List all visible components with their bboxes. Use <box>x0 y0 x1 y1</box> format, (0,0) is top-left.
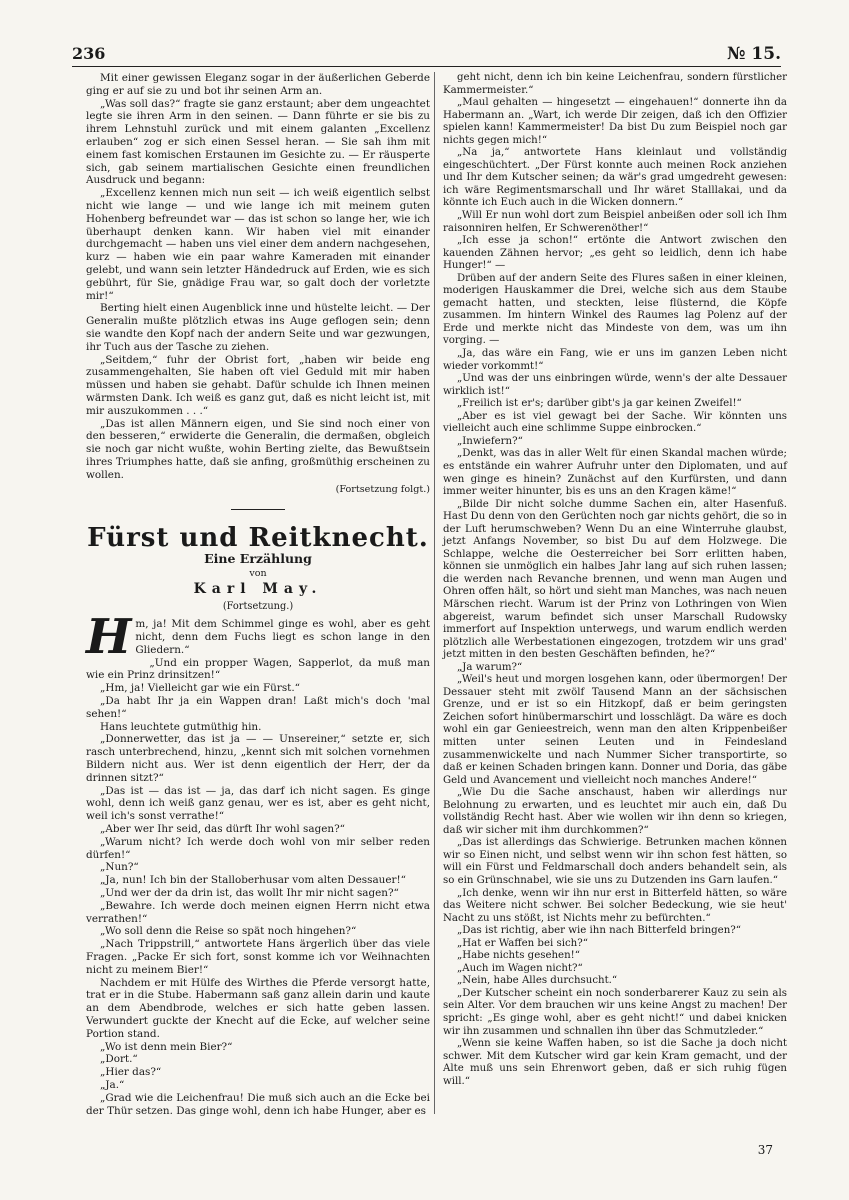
paragraph: „Dort.“ <box>100 1053 138 1066</box>
continuation-note: (Fortsetzung folgt.) <box>335 483 430 495</box>
paragraph: „Maul gehalten — hingesetzt — eingehauen!“ donnerte ihn da Habermann an. „Wart, ich werde Dir zeigen, daß ich den Offizier spielen kann! Kammermeister! Da bist Du zum Beispiel noch gar nichts gegen mich!“ <box>443 97 787 146</box>
paragraph: „Das ist allerdings das Schwierige. Betrunken machen können wir so Einen nicht, und selbst wenn wir ihn schon fest hätten, so will ein Fürst und Feldmarschall doch anders behandelt sein, als so ein Grünschnabel, wie sie uns zu Dutzenden ins Garn laufen.“ <box>443 837 787 886</box>
paragraph: „Wo soll denn die Reise so spät noch hingehen?“ <box>100 925 357 938</box>
paragraph: Nachdem er mit Hülfe des Wirthes die Pferde versorgt hatte, trat er in die Stube. Habermann saß ganz allein darin und kaute an dem Abendbrode, welches er sich hatte geben lassen. Verwundert guckte der Knecht auf die Ecke, auf welcher seine Portion stand. <box>86 976 430 1040</box>
paragraph: „Das ist — das ist — ja, das darf ich nicht sagen. Es ginge wohl, denn ich weiß ganz genau, wer es ist, aber es geht nicht, weil ich's sonst verrathe!“ <box>86 784 430 823</box>
story-author: Karl May. <box>193 580 323 597</box>
paragraph: „Und was der uns einbringen würde, wenn's der alte Dessauer wirklich ist!“ <box>443 373 787 397</box>
right-column-story-text <box>443 72 787 1088</box>
paragraph: „Nach Trippstrill,“ antwortete Hans ärgerlich über das viele Fragen. „Packe Er sich fort, sonst komme ich vor Weihnachten nicht zu meinem Bier!“ <box>86 938 430 976</box>
paragraph: „Das ist richtig, aber wie ihn nach Bitterfeld bringen?“ <box>457 925 741 937</box>
paragraph: „Bewahre. Ich werde doch meinen eignen Herrn nicht etwa verrathen!“ <box>86 899 430 925</box>
paragraph: „Freilich ist er's; darüber gibt's ja gar keinen Zweifel!“ <box>457 398 742 410</box>
paragraph: „Ja, nun! Ich bin der Stalloberhusar vom alten Dessauer!“ <box>100 874 406 887</box>
paragraph: „Grad wie die Leichenfrau! Die muß sich auch an die Ecke bei der Thür setzen. Das ginge wohl, denn ich habe Hunger, aber es <box>86 1091 430 1117</box>
column-divider <box>434 72 435 1114</box>
paragraph: „Ich denke, wenn wir ihn nur erst in Bitterfeld hätten, so wäre das Weitere nicht schwer. Bei solcher Bedeckung, wie sie heut' Nacht zu uns stößt, ist Nichts mehr zu befürchten.“ <box>443 887 787 924</box>
paragraph: „Wenn sie keine Waffen haben, so ist die Sache ja doch nicht schwer. Mit dem Kutscher wird gar kein Kram gemacht, und der Alte muß uns sein Ehrenwort geben, daß er sich ruhig fügen will.“ <box>443 1038 787 1087</box>
paragraph: „Ich esse ja schon!“ ertönte die Antwort zwischen den kauenden Zähnen hervor; „es geht so leidlich, denn ich habe Hunger!“ — <box>443 235 787 272</box>
story-von: von <box>249 567 267 579</box>
paragraph: „Seitdem,“ fuhr der Obrist fort, „haben wir beide eng zusammengehalten, Sie haben oft viel Geduld mit mir haben müssen und haben sie gehabt. Dafür schulde ich Ihnen meinen wärmsten Dank. Ich weiß es ganz gut, daß es nicht leicht ist, mit mir auszukommen . . .“ <box>86 353 430 417</box>
paragraph: „Und ein propper Wagen, Sapperlot, da muß man wie ein Prinz drinsitzen!“ <box>86 656 430 682</box>
paragraph: „Was soll das?“ fragte sie ganz erstaunt; aber dem ungeachtet legte sie ihren Arm in den seinen. — Dann führte er sie bis zu ihrem Lehnstuhl zurück und mit einem galanten „Excellenz erlauben“ zog er sich einen Sessel heran. — Sie sah ihm mit einem fast komischen Erstaunen im Gesichte zu. — Er räusperte sich, gab seinem martialischen Gesichte einen freundlichen Ausdruck und begann: <box>86 97 430 187</box>
paragraph: „Aber es ist viel gewagt bei der Sache. Wir könnten uns vielleicht auch eine schlimme Suppe einbrocken.“ <box>443 410 787 435</box>
paragraph: „Ja, das wäre ein Fang, wie er uns im ganzen Leben nicht wieder vorkommt!“ <box>443 348 787 372</box>
page-header <box>72 44 781 67</box>
paragraph: „Denkt, was das in aller Welt für einen Skandal machen würde; es entstände ein wahrer Aufruhr unter den Diplomaten, und auf wen ginge es hinein? Zunächst auf den Kurfürsten, und dann immer weiter hinunter, bis es uns an den Kragen käme!“ <box>443 448 787 498</box>
drop-cap: H <box>86 609 132 666</box>
paragraph: „Excellenz kennen mich nun seit — ich weiß eigentlich selbst nicht wie lange — und wie lange ich mit meinem guten Hohenberg befreundet war — das ist schon so lange her, wie ich überhaupt denken kann. Wir haben viel mit einander durchgemacht — haben uns viel einer dem andern nachgesehen, kurz — haben wie ein paar wahre Kameraden mit einander gelebt, und wann sein letzter Händedruck auf Erden, wie es sich gebührt, für Sie, gnädige Frau war, so galt doch der vorletzte mir!“ <box>86 187 430 302</box>
paragraph: „Nein, habe Alles durchsucht.“ <box>457 975 618 987</box>
paragraph: „Inwiefern?“ <box>457 435 523 447</box>
section-separator <box>231 509 285 510</box>
story-first-paragraph <box>86 609 430 666</box>
paragraph: Mit einer gewissen Eleganz sogar in der äußerlichen Geberde ging er auf sie zu und bot ihr seinen Arm an. <box>86 72 430 97</box>
paragraph: „Warum nicht? Ich werde doch wohl von mir selber reden dürfen!“ <box>86 835 430 861</box>
paragraph: „Das ist allen Männern eigen, und Sie sind noch einer von den besseren,“ erwiderte die Generalin, die dermaßen, obgleich sie noch gar nicht wußte, wohin Berting zielte, das Bewußtsein ihres Triumphes hatte, daß sie anfing, großmüthig erscheinen zu wollen. <box>86 417 430 481</box>
paragraph: „Hier das?“ <box>100 1066 162 1079</box>
left-column <box>86 72 430 1117</box>
paragraph: geht nicht, denn ich bin keine Leichenfrau, sondern fürstlicher Kammermeister.“ <box>443 72 787 96</box>
header-issue-number: № 15. <box>727 44 781 64</box>
paragraph: „Na ja,“ antwortete Hans kleinlaut und vollständig eingeschüchtert. „Der Fürst konnte auch meinen Rock anziehen und Ihr dem Kutscher seinen; da wär's grad umgedreht gewesen: ich wäre Regimentsmarschall und Ihr wäret Stalllakai, und da könnte ich Euch auch in die Wicken donnern.“ <box>443 147 787 209</box>
paragraph: „Hm, ja! Vielleicht gar wie ein Fürst.“ <box>100 682 300 695</box>
paragraph: „Bilde Dir nicht solche dumme Sachen ein, alter Hasenfuß. Hast Du denn von den Gerüchten noch gar nichts gehört, die so in der Luft herumschweben? Wenn Du an eine Winterruhe glaubst, jetzt Anfangs November, so bist Du auf dem Holzwege. Die Schlappe, welche die Oesterreicher bei Sorr erlitten haben, können sie unmöglich ein halbes Jahr lang auf sich ruhen lassen; die werden nach Revanche brennen, und wenn man Augen und Ohren offen hält, so hört und sieht man Manches, was nach neuen Märschen riecht. Warum ist der Prinz von Lothringen von Wien abgereist, warum befindet sich unser Marschall Rudowsky immerfort auf Inspektion unterwegs, und warum endlich werden plötzlich alle Werbestationen eingezogen, trotzdem wir uns grad' jetzt mitten in den besten Geschäften befinden, he?“ <box>443 498 787 661</box>
paragraph: Berting hielt einen Augenblick inne und hüstelte leicht. — Der Generalin mußte plötzlich etwas ins Auge geflogen sein; denn sie wandte den Kopf nach der andern Seite und war gezwungen, ihr Tuch aus der Tasche zu ziehen. <box>86 302 430 353</box>
story-subtitle: Eine Erzählung <box>204 551 312 567</box>
paragraph: „Wo ist denn mein Bier?“ <box>100 1040 233 1053</box>
paragraph: „Ja warum?“ <box>457 661 523 673</box>
first-paragraph-text: m, ja! Mit dem Schimmel ginge es wohl, aber es geht nicht, denn dem Fuchs liegt es schon lange in den Gliedern.“ <box>135 618 430 656</box>
paragraph: „Hat er Waffen bei sich?“ <box>457 937 588 949</box>
paragraph: „Aber wer Ihr seid, das dürft Ihr wohl sagen?“ <box>100 823 345 836</box>
paragraph: „Weil's heut und morgen losgehen kann, oder übermorgen! Der Dessauer steht mit zwölf Tausend Mann an der sächsischen Grenze, und er ist so ein Hitzkopf, daß er beim geringsten Zeichen sofort hinübermarschirt und losschlägt. Da wäre es doch wohl ein gar Genieestreich, wenn man den alten Krippenbeißer mitten unter seinen Leuten und in Feindesland zusammenwickelte und nach Nummer Sicher transportirte, so daß er keinen Schaden bringen kann. Donner und Doria, das gäbe Geld und Avancement und vielleicht noch manches Andere!“ <box>443 674 787 786</box>
paragraph: „Wie Du die Sache anschaust, haben wir allerdings nur Belohnung zu erwarten, und es leuchtet mir auch ein, daß Du vollständig Recht hast. Aber wie wollen wir ihn denn so kriegen, daß wir sicher mit ihm durchkommen?“ <box>443 787 787 836</box>
paragraph: „Nun?“ <box>100 861 139 874</box>
paragraph: „Da habt Ihr ja ein Wappen dran! Laßt mich's doch 'mal sehen!“ <box>86 695 430 720</box>
paragraph: Drüben auf der andern Seite des Flures saßen in einer kleinen, moderigen Hauskammer die Drei, welche sich aus dem Staube gemacht hatten, und steckten, leise flüsternd, die Köpfe zusammen. Im hintern Winkel des Raumes lag Polenz auf der Erde und merkte nicht das Mindeste von dem, was um ihn vorging. — <box>443 272 787 347</box>
left-column-serial-text <box>86 72 430 482</box>
paragraph: „Der Kutscher scheint ein noch sonderbarerer Kauz zu sein als sein Alter. Vor dem brauchen wir uns keine Angst zu machen! Der spricht: „Es ginge wohl, aber es geht nicht!“ und dabei knicken wir ihn zusammen und schnallen ihn über das Schmutzleder.“ <box>443 987 787 1037</box>
footer-page-number: 37 <box>757 1143 773 1157</box>
left-column-story-text <box>86 657 430 1118</box>
paragraph: „Donnerwetter, das ist ja — — Unsereiner,“ setzte er, sich rasch unterbrechend, hinzu, „kennt sich mit solchen vornehmen Bildern nicht aus. Wer ist denn eigentlich der Herr, der da drinnen sitzt?“ <box>86 733 430 784</box>
story-title: Fürst und Reitknecht. <box>87 523 429 554</box>
paragraph: „Auch im Wagen nicht?“ <box>457 962 583 974</box>
paragraph: „Ja.“ <box>100 1078 125 1091</box>
paragraph: „Und wer der da drin ist, das wollt Ihr mir nicht sagen?“ <box>100 887 399 900</box>
header-page-number: 236 <box>72 44 106 63</box>
right-column <box>443 72 787 1088</box>
paragraph: „Will Er nun wohl dort zum Beispiel anbeißen oder soll ich Ihm raisonniren helfen, Er Schwerenöther!“ <box>443 210 787 234</box>
paragraph: „Habe nichts gesehen!“ <box>457 950 580 962</box>
story-continuation-label: (Fortsetzung.) <box>222 601 294 613</box>
paragraph: Hans leuchtete gutmüthig hin. <box>100 720 262 733</box>
